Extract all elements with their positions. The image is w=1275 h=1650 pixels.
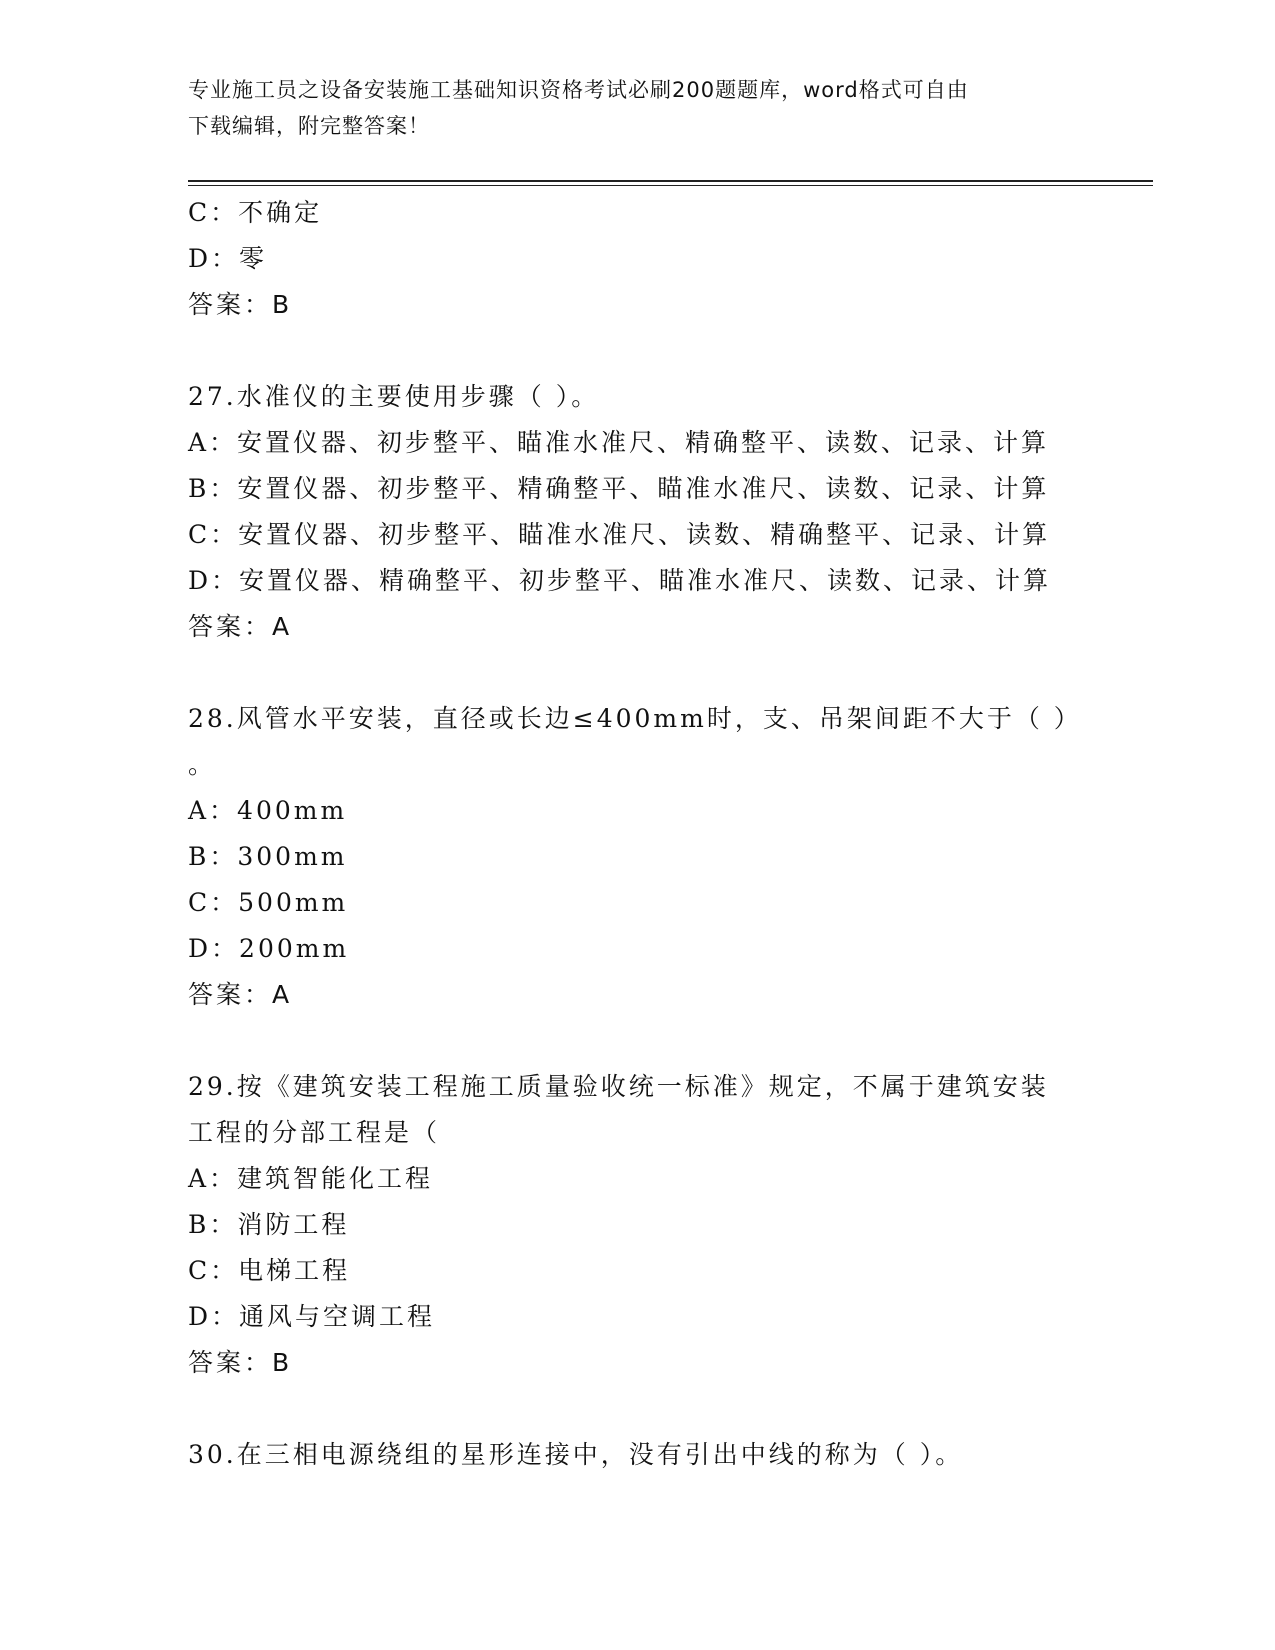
answer-line: 答案：B bbox=[188, 290, 293, 319]
question-title-continued: 工程的分部工程是（ bbox=[188, 1118, 441, 1147]
document-body bbox=[188, 190, 1088, 1478]
question-27 bbox=[188, 374, 1088, 650]
answer-line: 答案：A bbox=[188, 612, 293, 641]
question-29 bbox=[188, 1064, 1088, 1386]
option-d: D：通风与空调工程 bbox=[188, 1302, 436, 1331]
option-c: C：安置仪器、初步整平、瞄准水准尺、读数、精确整平、记录、计算 bbox=[188, 520, 1051, 549]
option-b: B：消防工程 bbox=[188, 1210, 350, 1239]
header-line-2: 下载编辑，附完整答案！ bbox=[188, 114, 430, 138]
header-line-1: 专业施工员之设备安装施工基础知识资格考试必刷200题题库，word格式可自由 bbox=[188, 78, 969, 102]
option-d: D：零 bbox=[188, 244, 268, 273]
question-fragment bbox=[188, 190, 1088, 328]
question-title: 30.在三相电源绕组的星形连接中，没有引出中线的称为（ ）。 bbox=[188, 1440, 964, 1469]
option-c: C：电梯工程 bbox=[188, 1256, 351, 1285]
option-c: C：500mm bbox=[188, 888, 349, 917]
question-28 bbox=[188, 696, 1088, 1018]
option-a: A：安置仪器、初步整平、瞄准水准尺、精确整平、读数、记录、计算 bbox=[188, 428, 1050, 457]
document-header bbox=[188, 72, 1068, 144]
option-b: B：安置仪器、初步整平、精确整平、瞄准水准尺、读数、记录、计算 bbox=[188, 474, 1050, 503]
option-c: C：不确定 bbox=[188, 198, 323, 227]
question-title: 27.水准仪的主要使用步骤（ ）。 bbox=[188, 382, 600, 411]
answer-line: 答案：A bbox=[188, 980, 293, 1009]
question-title: 29.按《建筑安装工程施工质量验收统一标准》规定，不属于建筑安装 bbox=[188, 1072, 1049, 1101]
answer-line: 答案：B bbox=[188, 1348, 293, 1377]
option-b: B：300mm bbox=[188, 842, 348, 871]
question-title: 28.风管水平安装，直径或长边≤400mm时，支、吊架间距不大于（ ） bbox=[188, 704, 1082, 733]
option-d: D：200mm bbox=[188, 934, 350, 963]
option-d: D：安置仪器、精确整平、初步整平、瞄准水准尺、读数、记录、计算 bbox=[188, 566, 1052, 595]
question-title-continued: 。 bbox=[188, 750, 217, 779]
header-rule-thick bbox=[188, 180, 1153, 182]
option-a: A：建筑智能化工程 bbox=[188, 1164, 434, 1193]
question-30 bbox=[188, 1432, 1088, 1478]
header-rule-thin bbox=[188, 185, 1153, 186]
option-a: A：400mm bbox=[188, 796, 348, 825]
